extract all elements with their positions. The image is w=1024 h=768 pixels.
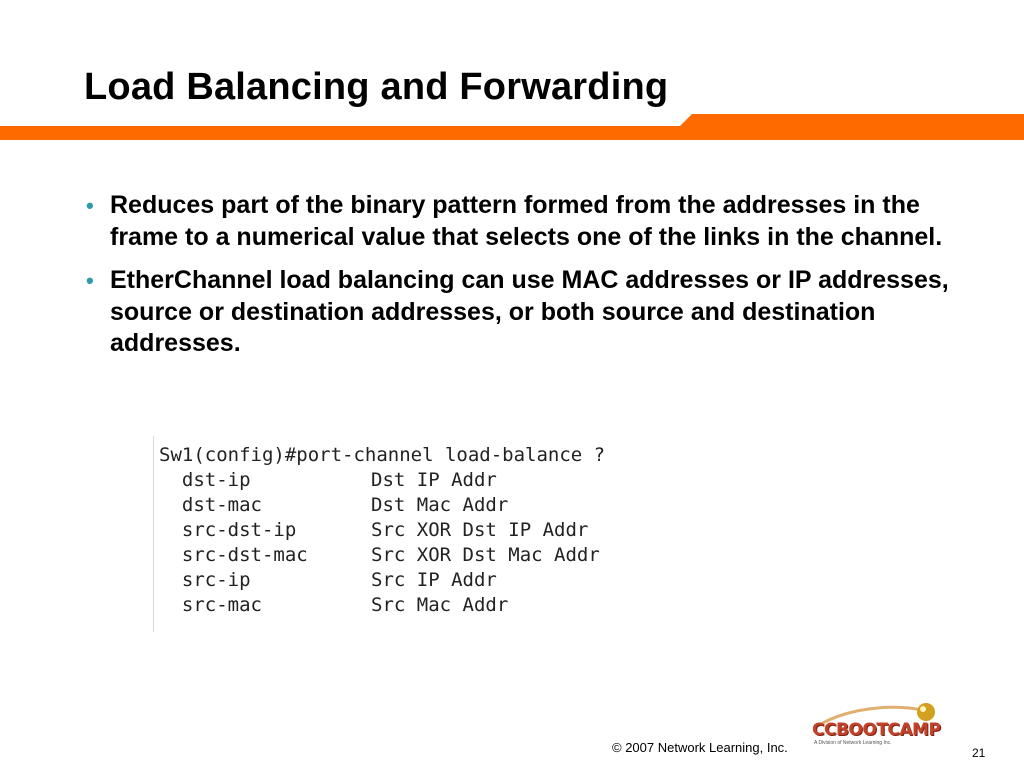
- cli-option-line: [159, 519, 589, 541]
- bullet-marker: •: [86, 193, 94, 218]
- page-number: 21: [972, 746, 986, 760]
- cli-option-line: [159, 569, 497, 591]
- logo-wordmark: CCBOOTCAMP: [812, 720, 941, 740]
- cli-option-line: [159, 544, 600, 566]
- cli-option-description: Dst Mac Addr: [371, 494, 509, 516]
- ccbootcamp-logo: [808, 700, 948, 750]
- slide-title: Load Balancing and Forwarding: [84, 66, 669, 108]
- bullet-item: [84, 190, 964, 253]
- cli-option-keyword: src-mac: [181, 594, 262, 616]
- cli-option-line: [159, 494, 509, 516]
- cli-option-line: [159, 594, 509, 616]
- title-accent-bar: [0, 112, 1024, 144]
- cli-option-description: Src XOR Dst IP Addr: [371, 519, 589, 541]
- cli-option-description: Src IP Addr: [371, 569, 497, 591]
- cli-output-panel: [153, 436, 714, 632]
- cli-option-keyword: src-ip: [181, 569, 251, 591]
- logo-tagline: A Division of Network Learning Inc.: [814, 740, 892, 746]
- cli-option-keyword: dst-ip: [181, 469, 251, 491]
- cli-option-line: [159, 469, 497, 491]
- bullet-text: EtherChannel load balancing can use MAC addresses or IP addresses, source or destination addresses, or both source and destination addresses.: [110, 266, 949, 357]
- cli-option-description: Src XOR Dst Mac Addr: [371, 544, 600, 566]
- cli-option-keyword: src-dst-mac: [181, 544, 308, 566]
- bullet-item: [84, 265, 964, 360]
- cli-option-description: Dst IP Addr: [371, 469, 497, 491]
- cli-option-keyword: src-dst-ip: [181, 519, 297, 541]
- bullet-list: [84, 190, 964, 372]
- copyright-text: © 2007 Network Learning, Inc.: [612, 740, 788, 755]
- bullet-marker: •: [86, 268, 94, 293]
- cli-option-description: Src Mac Addr: [371, 594, 509, 616]
- cli-option-keyword: dst-mac: [181, 494, 262, 516]
- cli-prompt-line: Sw1(config)#port-channel load-balance ?: [159, 444, 606, 466]
- bullet-text: Reduces part of the binary pattern formed from the addresses in the frame to a numerical value that selects one of the links in the channel.: [110, 191, 943, 251]
